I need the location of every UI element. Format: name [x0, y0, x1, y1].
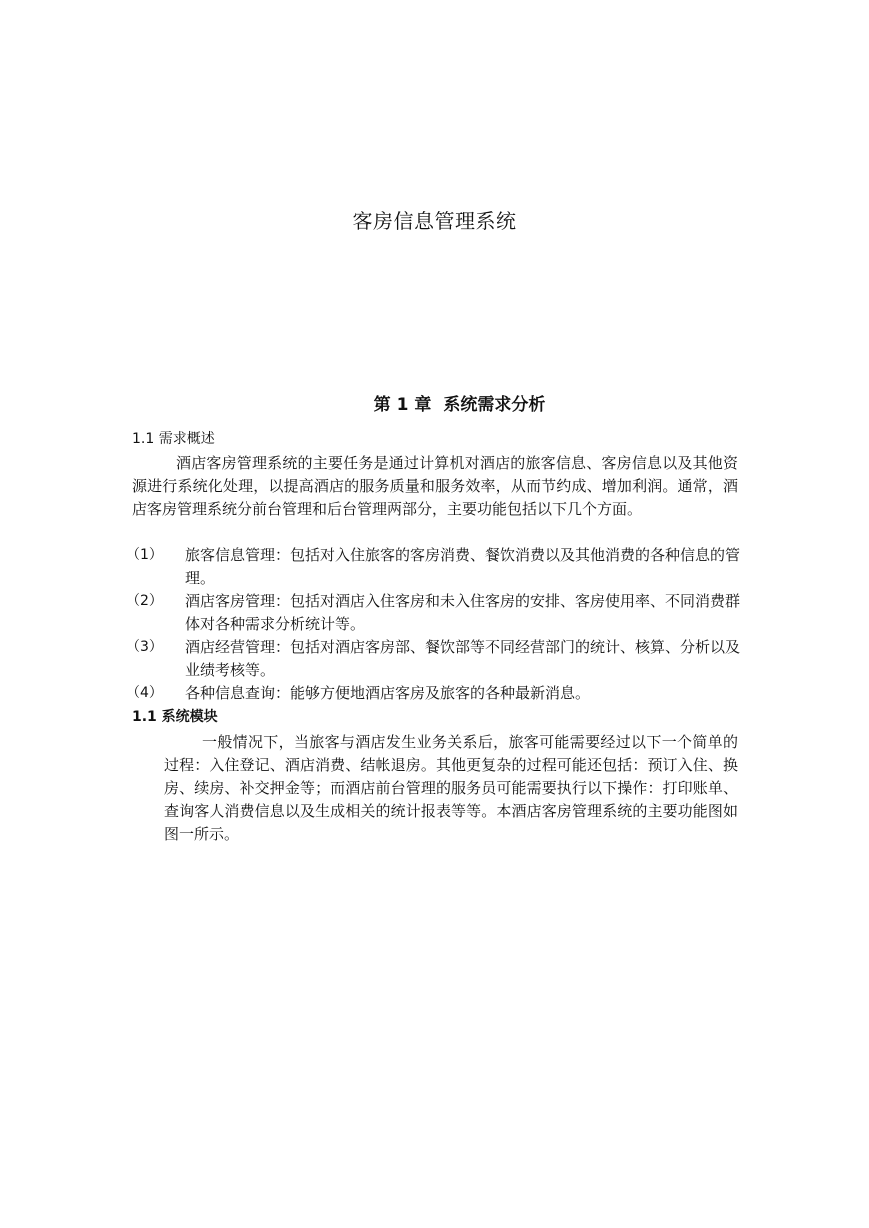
- list-item: [126, 590, 740, 636]
- section-heading-modules: 1.1 系统模块: [132, 709, 218, 725]
- list-item: [126, 544, 740, 590]
- list-item-text: 各种信息查询：能够方便地酒店客房及旅客的各种最新消息。: [185, 684, 591, 702]
- list-item-text: 酒店客房管理：包括对酒店入住客房和未入住客房的安排、客房使用率、不同消费群体对各种需求分析统计等。: [185, 592, 741, 633]
- chapter-title: 系统需求分析: [443, 395, 546, 415]
- list-item: [126, 636, 740, 682]
- list-item-text: 旅客信息管理：包括对入住旅客的客房消费、餐饮消费以及其他消费的各种信息的管理。: [185, 546, 741, 587]
- document-title: 客房信息管理系统: [352, 209, 517, 233]
- list-item-number: （3）: [126, 639, 163, 655]
- list-item-number: （4）: [126, 685, 163, 701]
- list-item-number: （1）: [126, 547, 163, 563]
- chapter-number: 第 1 章: [373, 395, 432, 415]
- modules-paragraph: 一般情况下，当旅客与酒店发生业务关系后，旅客可能需要经过以下一个简单的过程：入住登记、酒店消费、结帐退房。其他更复杂的过程可能还包括：预订入住、换房、续房、补交押金等；而酒店前台管理的服务员可能需要执行以下操作：打印账单、查询客人消费信息以及生成相关的统计报表等等。本酒店客房管理系统的主要功能图如图一所示。: [164, 733, 738, 843]
- chapter-heading: [0, 390, 869, 415]
- requirements-paragraph: 酒店客房管理系统的主要任务是通过计算机对酒店的旅客信息、客房信息以及其他资源进行系统化处理，以提高酒店的服务质量和服务效率，从而节约成、增加利润。通常，酒店客房管理系统分前台管理和后台管理两部分，主要功能包括以下几个方面。: [132, 454, 738, 518]
- section-heading-requirements: 1.1 需求概述: [132, 431, 215, 447]
- list-item-number: （2）: [126, 593, 163, 609]
- list-item-text: 酒店经营管理：包括对酒店客房部、餐饮部等不同经营部门的统计、核算、分析以及业绩考核等。: [185, 638, 741, 679]
- list-item: [126, 682, 740, 705]
